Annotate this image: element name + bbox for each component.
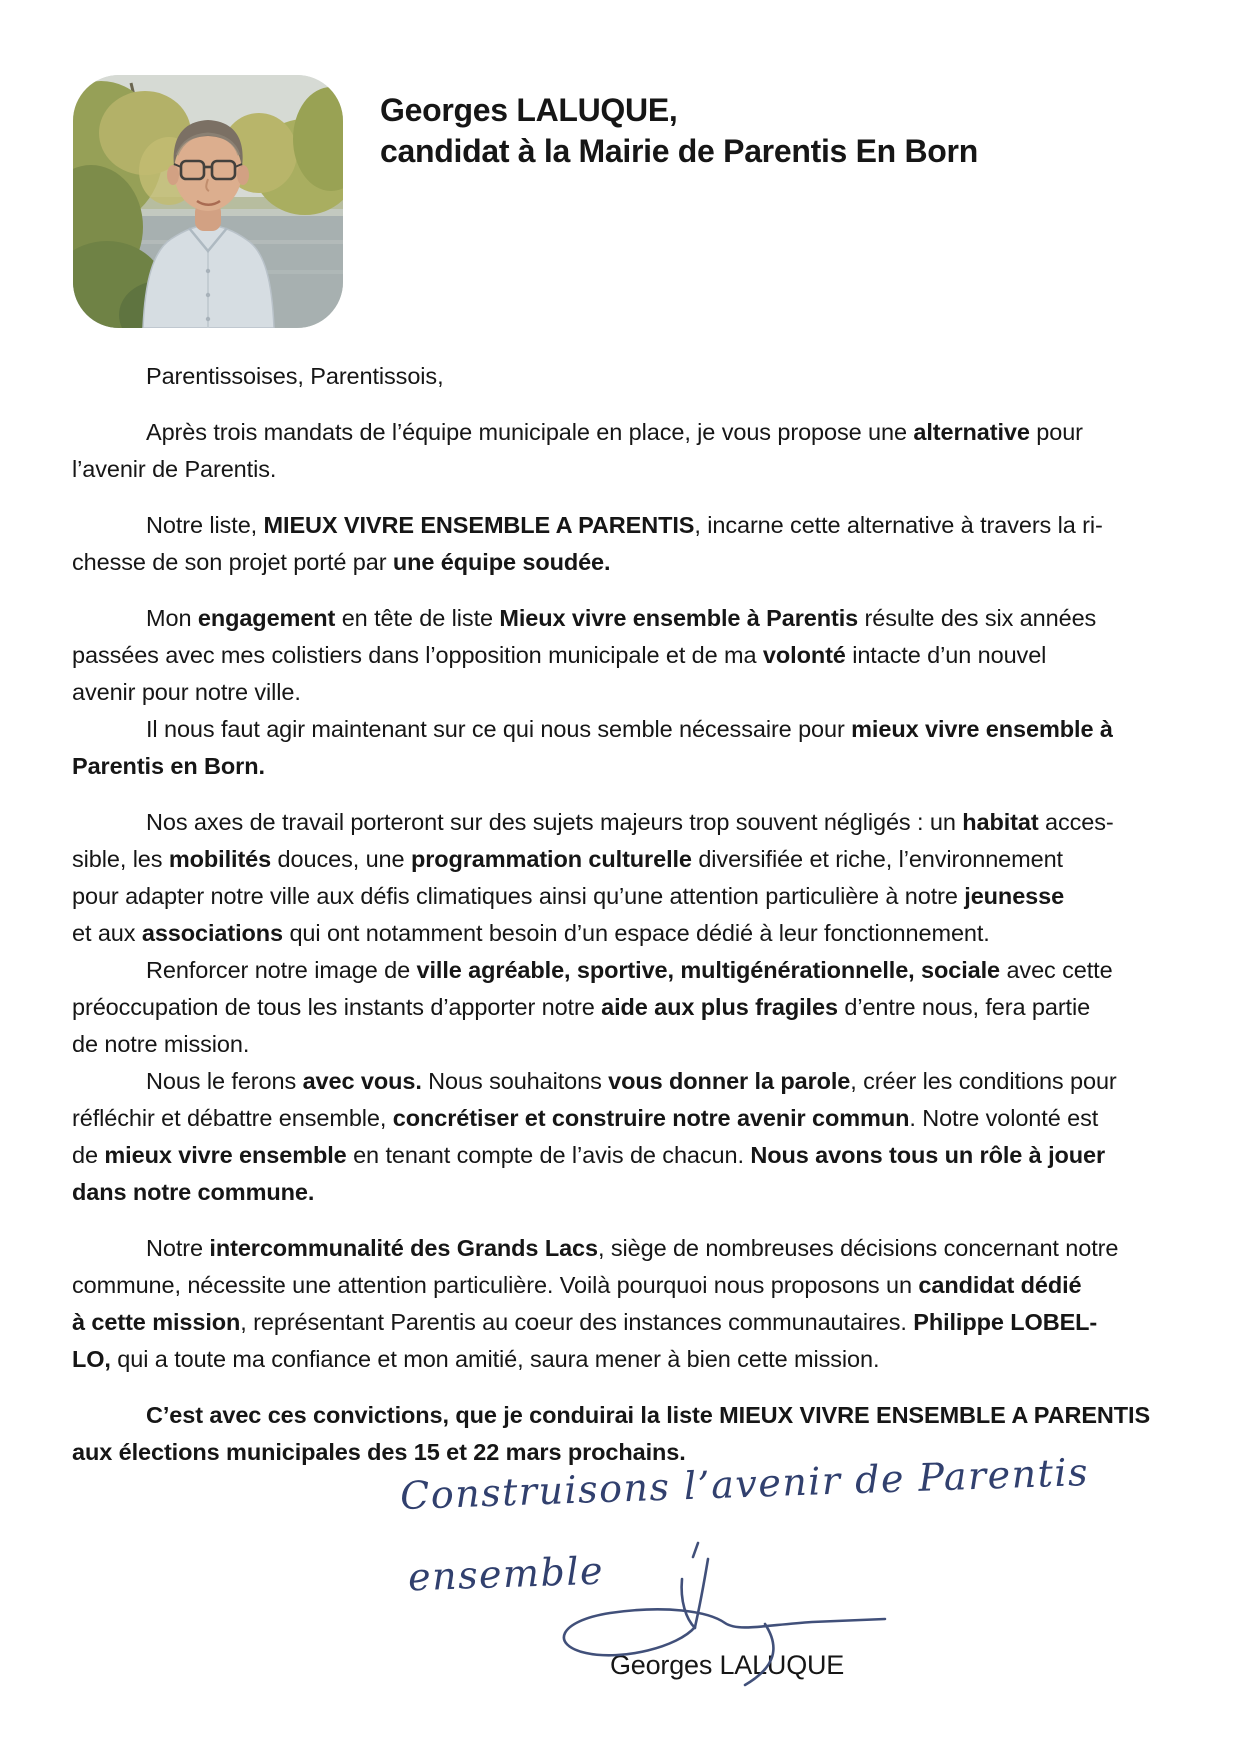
signatory-name: Georges LALUQUE xyxy=(610,1650,845,1680)
letter-line: préoccupation de tous les instants d’apporter notre aide aux plus fragiles d’entre nous, fera partie xyxy=(72,994,1091,1020)
letter-line: l’avenir de Parentis. xyxy=(72,456,277,482)
letter-paragraph xyxy=(72,804,1177,1211)
letter-line: avenir pour notre ville. xyxy=(72,679,301,705)
handwritten-slogan-line1: Construisons l’avenir de Parentis xyxy=(399,1449,1090,1519)
letter-paragraph xyxy=(72,1230,1177,1378)
letter-line: Nous le ferons avec vous. Nous souhaitons vous donner la parole, créer les conditions pour xyxy=(146,1068,1117,1094)
letter-line: Nos axes de travail porteront sur des sujets majeurs trop souvent négligés : un habitat acces- xyxy=(146,809,1114,835)
letter-body xyxy=(72,358,1177,1471)
letter-line: Après trois mandats de l’équipe municipale en place, je vous propose une alternative pour xyxy=(146,419,1083,445)
candidate-portrait-image xyxy=(73,75,343,328)
letter-line: de notre mission. xyxy=(72,1031,250,1057)
letter-line: chesse de son projet porté par une équipe soudée. xyxy=(72,549,611,575)
letter-line: LO, qui a toute ma confiance et mon amitié, saura mener à bien cette mission. xyxy=(72,1346,880,1372)
letter-paragraph xyxy=(72,507,1177,581)
letter-line: dans notre commune. xyxy=(72,1179,315,1205)
letter-line: à cette mission, représentant Parentis au coeur des instances communautaires. Philippe LOBEL- xyxy=(72,1309,1098,1335)
letter-line: C’est avec ces convictions, que je conduirai la liste MIEUX VIVRE ENSEMBLE A PARENTIS xyxy=(146,1402,1151,1428)
letter-line: passées avec mes colistiers dans l’opposition municipale et de ma volonté intacte d’un nouvel xyxy=(72,642,1047,668)
candidate-name-title: Georges LALUQUE, xyxy=(380,92,678,128)
letter-line: Notre intercommunalité des Grands Lacs, siège de nombreuses décisions concernant notre xyxy=(146,1235,1119,1261)
candidate-photo xyxy=(73,75,343,328)
letter-line: Mon engagement en tête de liste Mieux vivre ensemble à Parentis résulte des six années xyxy=(146,605,1097,631)
letter-line: sible, les mobilités douces, une programmation culturelle diversifiée et riche, l’environnement xyxy=(72,846,1063,872)
letter-paragraph xyxy=(72,600,1177,785)
candidate-role-title: candidat à la Mairie de Parentis En Born xyxy=(380,133,978,169)
letter-line: Notre liste, MIEUX VIVRE ENSEMBLE A PARENTIS, incarne cette alternative à travers la ri- xyxy=(146,512,1103,538)
letter-line: Parentis en Born. xyxy=(72,753,265,779)
letter-line: réfléchir et débattre ensemble, concrétiser et construire notre avenir commun. Notre volonté est xyxy=(72,1105,1099,1131)
letter-line: Renforcer notre image de ville agréable, sportive, multigénérationnelle, sociale avec cette xyxy=(146,957,1113,983)
letter-paragraph xyxy=(72,358,1177,395)
letter-line: et aux associations qui ont notamment besoin d’un espace dédié à leur fonctionnement. xyxy=(72,920,990,946)
letter-paragraph xyxy=(72,414,1177,488)
letter-line: pour adapter notre ville aux défis climatiques ainsi qu’une attention particulière à notre jeunesse xyxy=(72,883,1065,909)
letter-line: de mieux vivre ensemble en tenant compte de l’avis de chacun. Nous avons tous un rôle à jouer xyxy=(72,1142,1106,1168)
handwritten-slogan-line2: ensemble xyxy=(407,1548,605,1600)
letter-line: Il nous faut agir maintenant sur ce qui nous semble nécessaire pour mieux vivre ensemble à xyxy=(146,716,1113,742)
letter-line: aux élections municipales des 15 et 22 mars prochains. xyxy=(72,1439,686,1465)
letter-line: Parentissoises, Parentissois, xyxy=(146,363,444,389)
header-title xyxy=(380,90,978,172)
letter-line: commune, nécessite une attention particulière. Voilà pourquoi nous proposons un candidat dédié xyxy=(72,1272,1082,1298)
